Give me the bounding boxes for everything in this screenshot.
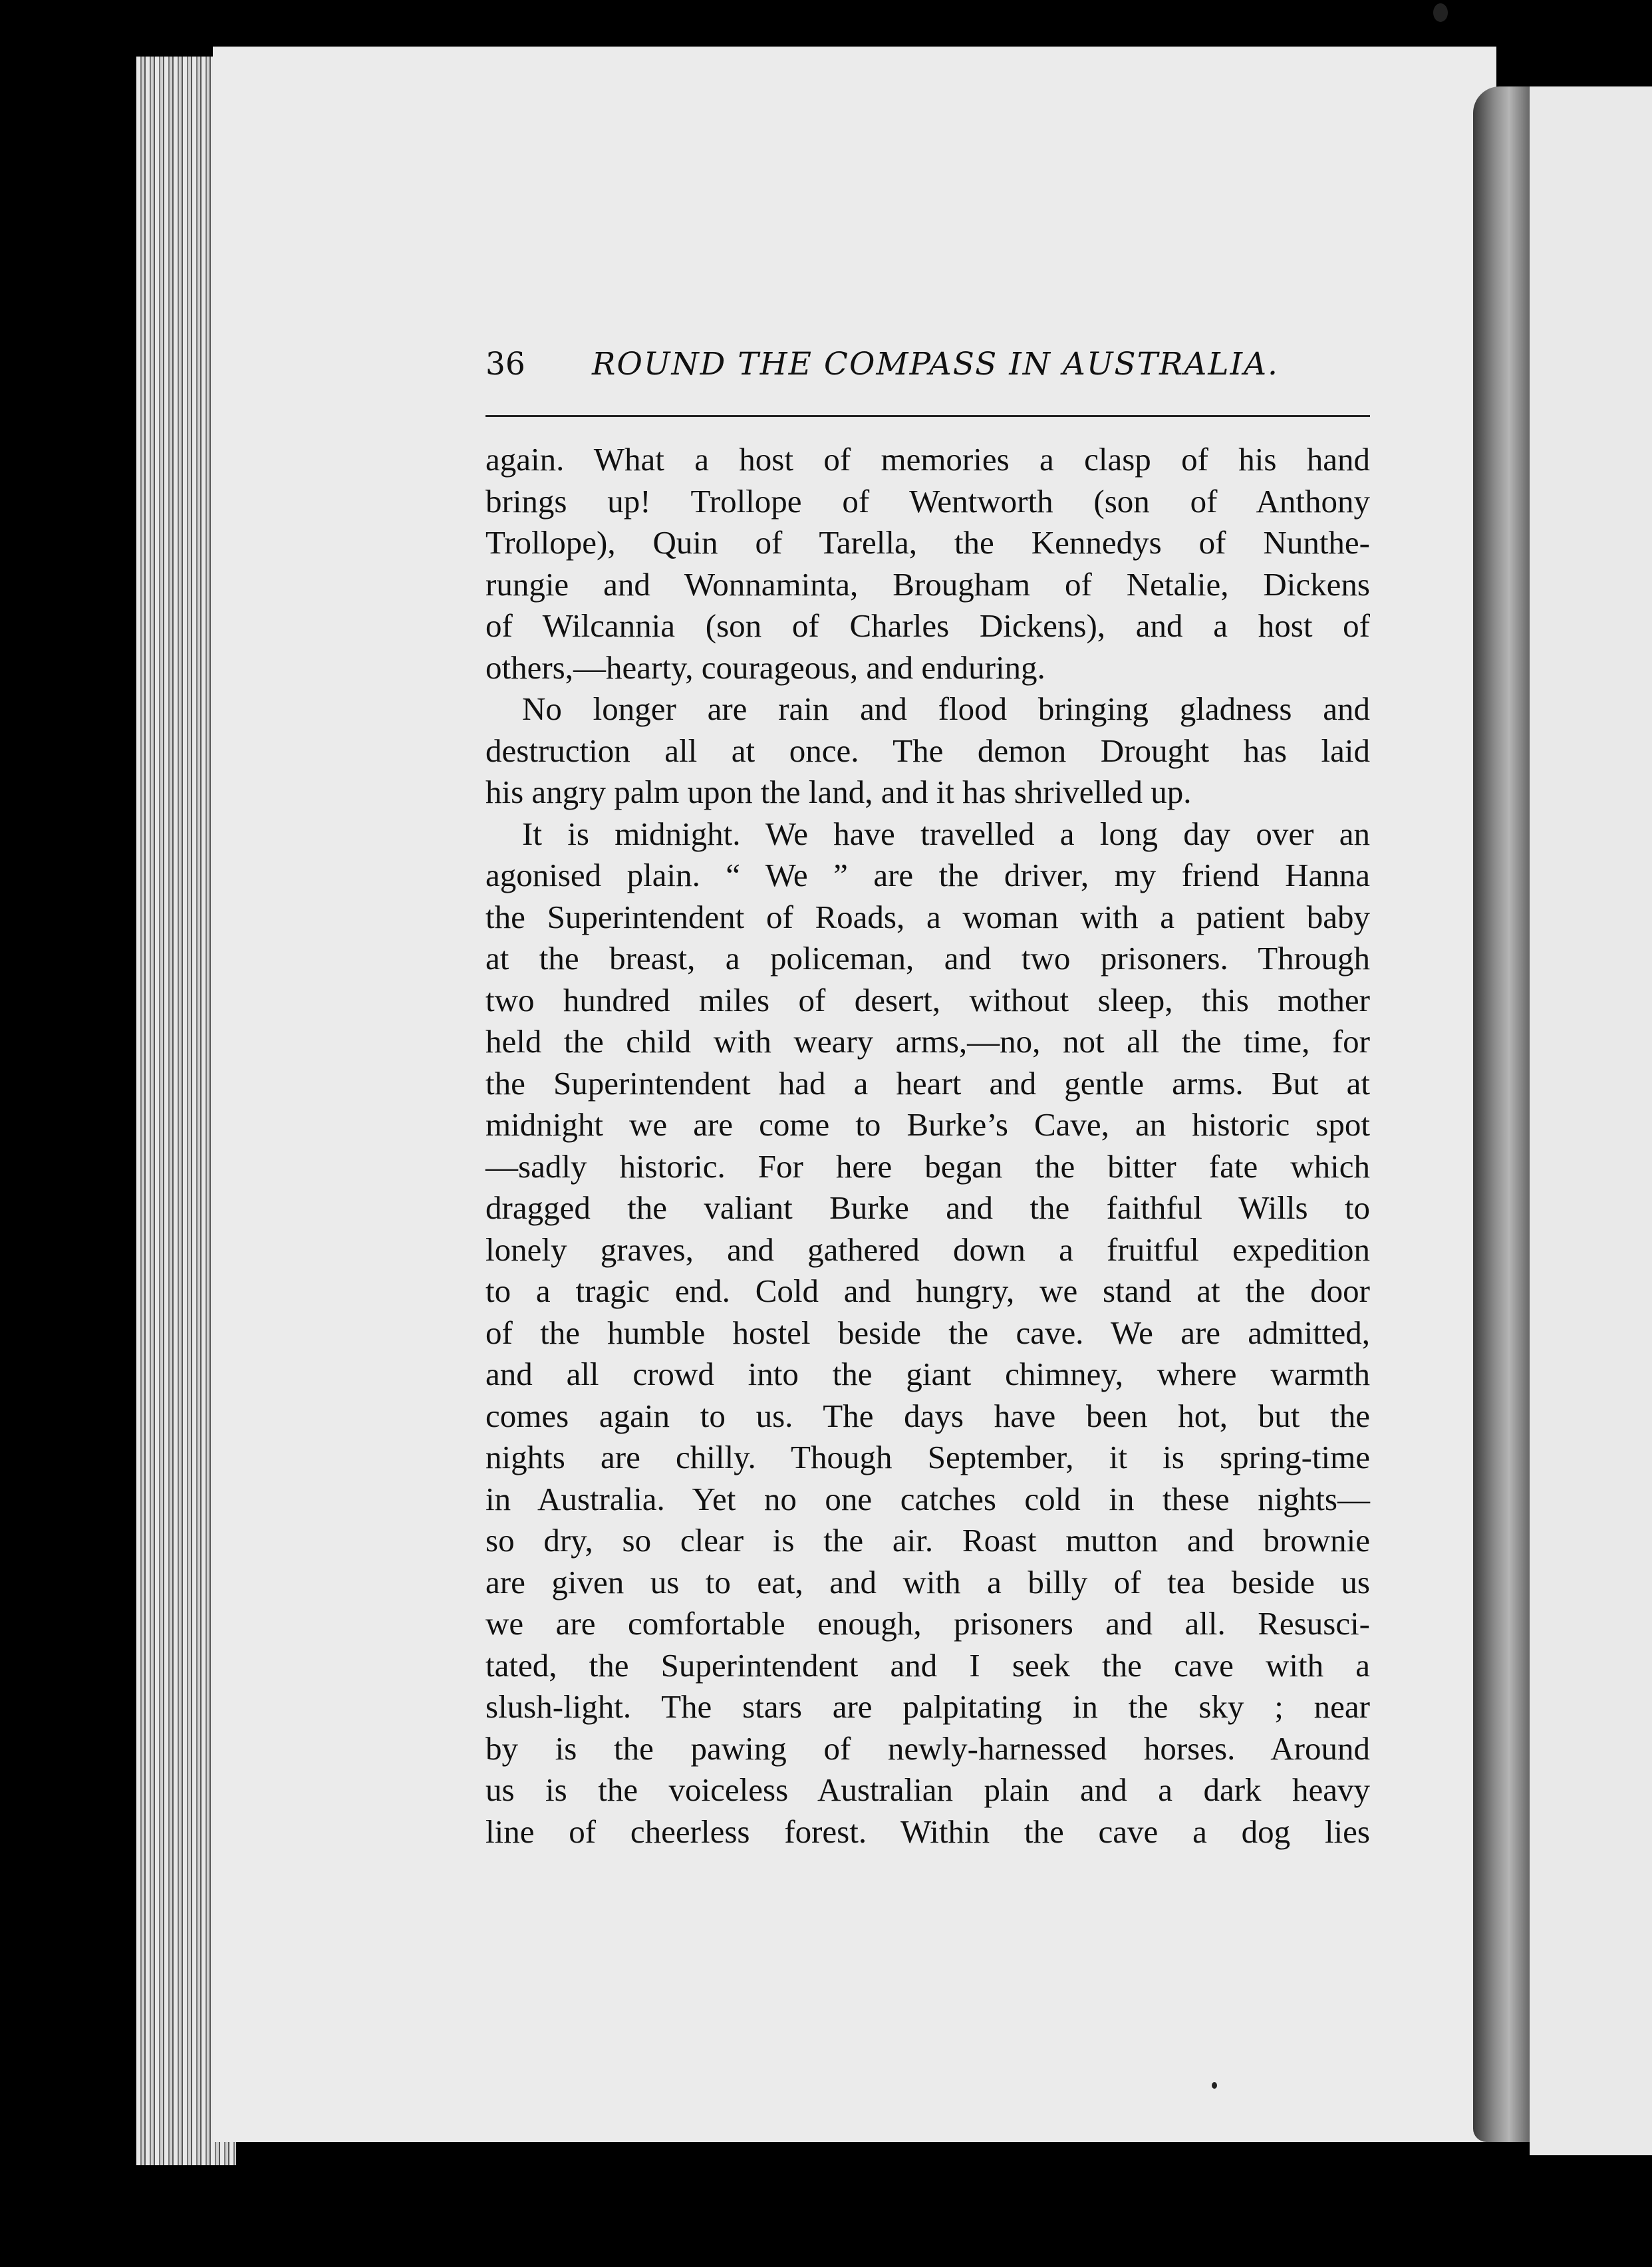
- text-line: midnight we are come to Burke’s Cave, an historic spot: [485, 1106, 1370, 1143]
- text-line: destruction all at once. The demon Drought has laid: [485, 732, 1370, 769]
- running-title: ROUND THE COMPASS IN AUSTRALIA.: [592, 346, 1279, 382]
- body-text: [485, 439, 1370, 1853]
- text-line: so dry, so clear is the air. Roast mutton and brownie: [485, 1522, 1370, 1559]
- text-line: Trollope), Quin of Tarella, the Kennedys of Nunthe-: [485, 524, 1370, 561]
- page-number: 36: [485, 346, 525, 382]
- text-line: line of cheerless forest. Within the cave a dog lies: [485, 1813, 1370, 1850]
- text-line: lonely graves, and gathered down a fruitful expedition: [485, 1231, 1370, 1268]
- text-line: us is the voiceless Australian plain and a dark heavy: [485, 1771, 1370, 1808]
- text-line: at the breast, a policeman, and two prisoners. Through: [485, 940, 1370, 977]
- text-line: by is the pawing of newly-harnessed horses. Around: [485, 1730, 1370, 1767]
- text-line: It is midnight. We have travelled a long day over an: [522, 815, 1370, 852]
- text-line: No longer are rain and flood bringing gladness and: [522, 690, 1370, 727]
- text-line: brings up! Trollope of Wentworth (son of Anthony: [485, 482, 1370, 520]
- ink-speck: [1212, 2082, 1217, 2089]
- text-line: we are comfortable enough, prisoners and all. Resusci-: [485, 1605, 1370, 1642]
- text-line: dragged the valiant Burke and the faithful Wills to: [485, 1189, 1370, 1226]
- header-rule: [485, 415, 1370, 417]
- text-line: again. What a host of memories a clasp of his hand: [485, 441, 1370, 478]
- text-line: held the child with weary arms,—no, not all the time, for: [485, 1023, 1370, 1060]
- text-line: agonised plain. “ We ” are the driver, my friend Hanna: [485, 857, 1370, 893]
- text-line: the Superintendent had a heart and gentle arms. But at: [485, 1064, 1370, 1102]
- text-line: his angry palm upon the land, and it has shrivelled up.: [485, 774, 1192, 810]
- ink-speck: [1433, 3, 1448, 22]
- facing-page-edge: [1530, 86, 1652, 2155]
- text-line: others,—hearty, courageous, and enduring.: [485, 649, 1045, 686]
- page-header: [485, 346, 1377, 399]
- text-line: in Australia. Yet no one catches cold in these nights—: [485, 1480, 1370, 1517]
- text-line: comes again to us. The days have been hot, but the: [485, 1397, 1370, 1434]
- text-line: the Superintendent of Roads, a woman with a patient baby: [485, 898, 1370, 935]
- paragraph: [485, 814, 1370, 1853]
- text-line: two hundred miles of desert, without sleep, this mother: [485, 981, 1370, 1018]
- text-line: and all crowd into the giant chimney, where warmth: [485, 1356, 1370, 1392]
- text-line: tated, the Superintendent and I seek the cave with a: [485, 1646, 1370, 1684]
- book-gutter: [1473, 86, 1533, 2142]
- text-line: nights are chilly. Though September, it is spring-time: [485, 1439, 1370, 1475]
- text-line: slush-light. The stars are palpitating in the sky ; near: [485, 1688, 1370, 1725]
- text-line: are given us to eat, and with a billy of tea beside us: [485, 1563, 1370, 1600]
- text-line: —sadly historic. For here began the bitter fate which: [485, 1147, 1370, 1185]
- text-line: to a tragic end. Cold and hungry, we stand at the door: [485, 1273, 1370, 1309]
- paragraph: [485, 439, 1370, 688]
- text-line: of the humble hostel beside the cave. We are admitted,: [485, 1314, 1370, 1351]
- text-line: of Wilcannia (son of Charles Dickens), and a host of: [485, 607, 1370, 644]
- text-line: rungie and Wonnaminta, Brougham of Netalie, Dickens: [485, 565, 1370, 603]
- paragraph: [485, 688, 1370, 814]
